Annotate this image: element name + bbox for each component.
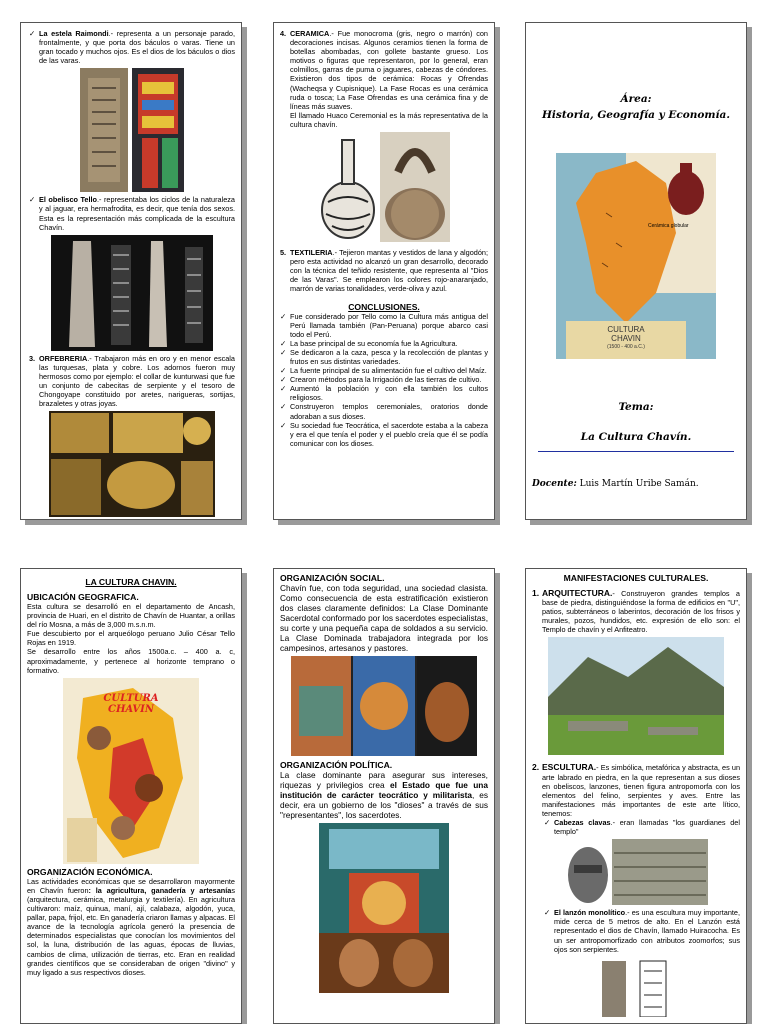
- politica-heading: ORGANIZACIÓN POLÍTICA.: [280, 760, 393, 770]
- panel-ubicacion: LA CULTURA CHAVIN. UBICACIÓN GEOGRAFICA. Esta cultura se desarrolló en el departamento de Ancash, provincia de Huari, en el distrito de Chavín de Huantar, a orillas del río Mosna, a más de 3,000 m.s.n.m. Fue descubierto por el arqueólogo peruano Julio César Tello Rojas en 1919. Se desarrollo entre los años 1500a.c. – 400 a. c, aproximadamente, y pertenece al horizonte temprano o formativo. CULTURA CHAVIN ORGANIZACIÓN ECONÓMICA. Las actividades económicas que se desarrollaron mayormente en Chavín fueron: la agricultura, ganadería y artesanías (arquitectura, cerámica, metalurgia y textilería). En agricultura cultivaron: maíz, quinua, maní, ají, calabaza, algodón, yuca, pallar, papa, frijol, etc. En ganadería criaron llamas y alpacas. El avance de la tecnología agrícola generó la presencia de determinados especialistas que conocían los movimientos del sol, la luna, distribución de las aguas, épocas de lluvias, cambios de clima, utilización de tierras, etc. Eran en realidad grandes científicos que se consideraban de origen "divino" y muy ligado a sus respectivos dioses.: [20, 568, 242, 1024]
- panel-ceramica: 4. CERAMICA.- Fue monocroma (gris, negro o marrón) con decoraciones incisas. Algunos ceramios tienen la forma de botellas abombadas, con gollete bastante grueso. Los motivos o figuras que representaron, por lo general, eran colmillos, garras de puma o jaguares, cabezas de cóndores. Existieron dos tipos de cerámica: Rocas y Ofrendas (Wacheqsa y Cupisnique). La Fase Rocas es una cerámica ruda o tosca; La Fase Ofrendas es una cerámica fina y de líneas más suaves. El llamado Huaco Ceremonial es la más representativa de la cultura chavín. 5. TEXTILERIA.- Tejieron mantas y vestidos de lana y algodón; pero esta actividad no alcanzó un gran desarrollo, decorado con la técnica del teñido resistente, que representa al "Dios de las Varas". Se emplearon los colores rojo-anaranjado, marrón de varias tonalidades, verde-oliva y azul. CONCLUSIONES. ✓ Fue considerado por Tello como la Cultura más antigua del Perú llamada también (Pan-Peruana) porque abarco casi todo el Perú. ✓ La base principal de su economía fue la Agricultura. ✓ Se dedicaron a la caza, pesca y la recolección de plantas y frutos en sus distintas variedades. ✓ La fuente principal de su alimentación fue el cultivo del Maíz. ✓ Crearon métodos para la Irrigación de las tierras de cultivo. ✓ Aumentó la población y con ella también los cultos religiosos. ✓ Construyeron templos ceremoniales, oratorios donde adoraban a sus dioses. ✓ Su sociedad fue Teocrática, el sacerdote estaba a la cabeza y era el que tenía el poder y el pueblo creía que él se podía comunicar con los dioses.: [273, 22, 495, 520]
- estela-raimondi-image: [80, 68, 184, 192]
- map-caption: CULTURA CHAVIN (1500 - 400 a.C.): [607, 325, 645, 350]
- area-label: Área:: [620, 93, 652, 105]
- panel-estela: ✓ La estela Raimondi.- representa a un personaje parado, frontalmente, y que porta dos báculos o varas. Tiene un gran tocado y muchos ojos. Es el dios de los báculos o dios de las varas. ✓ El obelisco Tello.- representaba los ciclos de la naturaleza y al jaguar, era hermafrodita, es decir, que tenía dos sexos. Esta es la representación más complicada de la escultura Chavín. 3. ORFEBRERIA.- Trabajaron más en oro y en menor escala las turquesas, plata y cobre. Los adornos fueron muy hermosos como por ejemplo: el collar de kunturwasi que fue un conjunto de cabecitas de serpiente y el tesoro de Chongoyape constituido por aretes, narigueras, sortijas, brazaletes y otras joyas.: [20, 22, 242, 520]
- obelisco-tello-image: [51, 235, 213, 351]
- panel-cover: Área: Historia, Geografía y Economía. Cerámica globular CULTURA CHAVIN (1500 - 400 a.C.) Tema: La Cultura Chavín. Docente: Luis Martín Uribe Samán.: [525, 22, 747, 520]
- conclusions-list: [280, 312, 488, 448]
- conclusion-item: ✓ La base principal de su economía fue la Agricultura.: [280, 338, 458, 348]
- economica-heading: ORGANIZACIÓN ECONÓMICA.: [27, 866, 153, 877]
- docente: Docente: Luis Martín Uribe Samán.: [532, 479, 699, 489]
- ceramica-image: [318, 132, 450, 242]
- area-value: Historia, Geografía y Economía.: [542, 109, 730, 121]
- conclusiones-heading: CONCLUSIONES.: [348, 301, 420, 312]
- panel-organizacion: ORGANIZACIÓN SOCIAL. Chavín fue, con toda seguridad, una sociedad clasista. Como consecuencia de esta estratificación existieron dos clases claramente definidos: La Clase Dominante Sacerdotal conformado por los sacerdotes especialistas, su corte y una pequeña capa de soldados a su servicio. La Clase Dominada trabajadora integrada por los campesinos, artesanos y pastores. ORGANIZACIÓN POLÍTICA. La clase dominante para asegurar sus intereses, riquezas y privilegios crea el Estado que fue una institución de carácter teocrático y militarista, es decir, era un gobierno de los "dioses" a través de sus "representantes", los sacerdotes.: [273, 568, 495, 1024]
- conclusion-item: ✓ Fue considerado por Tello como la Cultura más antigua del Perú llamada también (Pan-Peruana) porque abarco casi todo el Perú.: [280, 311, 488, 339]
- conclusion-item: ✓ Aumentó la población y con ella también los cultos religiosos.: [280, 384, 488, 403]
- page-title: LA CULTURA CHAVIN.: [85, 577, 177, 587]
- social-heading: ORGANIZACIÓN SOCIAL.: [280, 573, 385, 583]
- conclusion-item: ✓ Crearon métodos para la Irrigación de las tierras de cultivo.: [280, 375, 482, 385]
- lanzon-image: [598, 957, 674, 1017]
- tema-label: Tema:: [618, 401, 654, 413]
- cabezas-clavas-image: [564, 839, 708, 905]
- tema-value: La Cultura Chavín.: [580, 431, 692, 443]
- conclusion-item: ✓ Se dedicaron a la caza, pesca y la recolección de plantas y frutos en sus distintas variedades.: [280, 347, 488, 366]
- social-image: [291, 656, 477, 756]
- chavin-temple-image: [548, 637, 724, 755]
- tema-underline: [538, 451, 734, 452]
- conclusion-item: ✓ Construyeron templos ceremoniales, oratorios donde adoraban a sus dioses.: [280, 402, 488, 421]
- conclusion-item: ✓ Su sociedad fue Teocrática, el sacerdote estaba a la cabeza y era el que tenía el poder y el pueblo creía que él se podía comunicar con los dioses.: [280, 420, 488, 448]
- conclusion-item: ✓ La fuente principal de su alimentación fue el cultivo del Maíz.: [280, 366, 487, 376]
- panel-manifestaciones: MANIFESTACIONES CULTURALES. 1. ARQUITECTURA.- Construyeron grandes templos a base de piedra, distinguiéndose la forma de edificios en "U", patios, subterráneos o laberintos, decoración de los frisos y murales, pozos, hundidos, etc. expresión de ello son: el Templo de chavín y el Anfiteatro. 2. ESCULTURA.- Es simbólica, metafórica y abstracta, es un arte labrado en piedra, en la que representan a sus dioses en obeliscos, lanzones, tienen figura antropomorfa con los elementos del felino, serpientes y aves. Entre las manifestaciones más importantes de este arte lítico, tenemos: ✓ Cabezas clavas.- eran llamadas "los guardianes del templo" ✓ El lanzón monolítico.- es una escultura muy importante, mide cerca de 5 metros de alto. En el Lanzón está representado el dios de Chavín, llamado Huiracocha. Es un ser antropomorfizado con atributos zoomorfos; sus ojos son serpientes.: [525, 568, 747, 1024]
- politica-image: [319, 823, 449, 993]
- manifestaciones-heading: MANIFESTACIONES CULTURALES.: [563, 573, 709, 583]
- ubicacion-heading: UBICACIÓN GEOGRAFICA.: [27, 592, 139, 602]
- orfebreria-image: [49, 411, 215, 517]
